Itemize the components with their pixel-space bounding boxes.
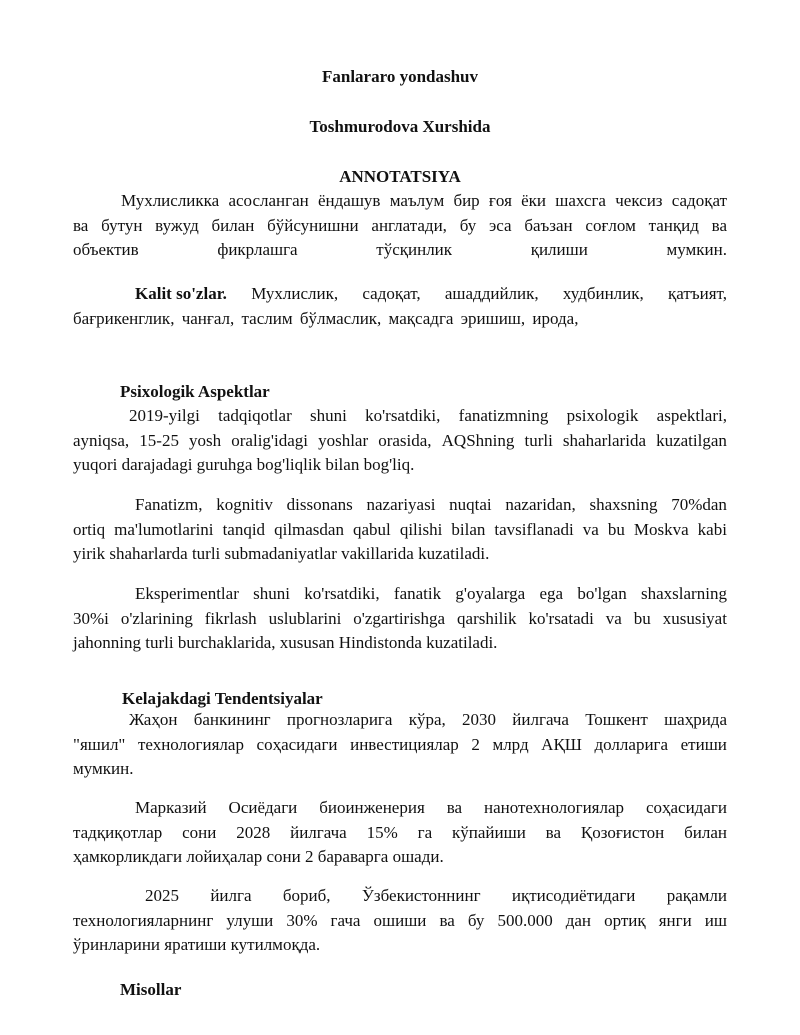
word: 30% [286, 910, 318, 930]
word: oralig'idagi [231, 430, 308, 450]
word: гача [330, 910, 361, 930]
word: xususiyat [662, 608, 727, 628]
word: yosh [189, 430, 222, 450]
word: nuqtai [449, 495, 492, 514]
word: биоинженерия [319, 798, 425, 817]
section-heading: Psixologik Aspektlar [120, 382, 270, 401]
word: йилгача [512, 710, 569, 729]
word: Fanatizm, [135, 495, 203, 514]
section-heading: Kelajakdagi Tendentsiyalar [122, 689, 323, 708]
word: улуши [226, 910, 274, 930]
word: shaxsning [589, 495, 658, 514]
word: dissonans [286, 495, 353, 514]
word: билан [211, 215, 255, 235]
word: тўсқинлик [376, 240, 453, 259]
word: ва [446, 798, 463, 817]
keywords-line [73, 282, 727, 307]
word: Жаҳон [129, 710, 178, 729]
section-heading: Misollar [120, 980, 182, 999]
word: прогнозларига [286, 710, 393, 729]
word: "яшил" [73, 734, 126, 754]
word: ega [539, 584, 564, 603]
word: uslublarini [268, 608, 342, 628]
word: мумкин. [666, 240, 727, 259]
word: рақамли [666, 886, 727, 905]
word: шахсга [555, 191, 606, 210]
annotation-line [73, 214, 727, 239]
word: ёки [521, 191, 547, 210]
word: tavsiflanadi [494, 519, 574, 539]
word: qarshilik [457, 608, 517, 628]
word: шаҳрида [664, 710, 727, 729]
keywords-line: бағрикенглик, чанғал, таслим бўлмаслик, мақсадга эришиш, ирода, [73, 308, 579, 328]
section-paragraph [73, 404, 727, 478]
word: orasida, [378, 430, 432, 450]
word: ашаддийлик, [444, 284, 539, 303]
word: ва [439, 910, 455, 930]
word: o'zlarining [120, 608, 193, 628]
word: Мухлислик, [251, 284, 339, 303]
word: фикрлашга [217, 240, 298, 259]
word: aspektlari, [656, 406, 727, 425]
word: ko'rsatdiki, [365, 406, 441, 425]
annotation-line [73, 238, 727, 263]
word: qilishi [399, 519, 443, 539]
word: 500.000 [497, 910, 553, 930]
document-title: Fanlararo yondashuv [321, 67, 479, 86]
word: ортиқ [604, 910, 646, 930]
word: билан [684, 822, 727, 842]
word: садоқат [671, 191, 727, 210]
paragraph-line: ўринларини яратиши кутилмоқда. [73, 935, 321, 954]
word: садоқат, [362, 284, 421, 303]
word: танқид [648, 215, 699, 235]
word: kabi [697, 519, 727, 539]
paragraph-line [73, 884, 727, 909]
word: bo'lgan [577, 584, 627, 603]
word: дан [565, 910, 592, 930]
word: 15-25 [139, 430, 179, 450]
paragraph-line [73, 909, 727, 934]
word: Тошкент [585, 710, 648, 729]
word: вужуд [155, 215, 199, 235]
word: shuni [310, 406, 347, 425]
word: nazariyasi [366, 495, 436, 514]
paragraph-line: yirik shaharlarda turli submadaniyatlar vakillarida kuzatiladi. [73, 544, 490, 563]
word: қатъият, [668, 284, 727, 303]
word: Eksperimentlar [135, 584, 239, 603]
word: 2030 [462, 710, 497, 729]
annotation-heading: ANNOTATSIYA [339, 167, 461, 186]
word: инвестициялар [350, 734, 459, 754]
word: bu [633, 608, 651, 628]
word: kognitiv [216, 495, 273, 514]
word: ma'lumotlarini [114, 519, 214, 539]
word: fanatik [393, 584, 442, 603]
word: йилгача [290, 822, 347, 842]
author-name: Toshmurodova Xurshida [309, 117, 491, 136]
paragraph-line [73, 493, 727, 518]
word: 70%dan [671, 495, 727, 514]
word: худбинлик, [562, 284, 644, 303]
paragraph-line [73, 821, 727, 846]
word: соғлом [585, 215, 636, 235]
keywords-paragraph [73, 282, 727, 331]
word: бир [453, 191, 480, 210]
word: асосланган [228, 191, 309, 210]
annotation-line [73, 189, 727, 214]
section-paragraph [73, 708, 727, 782]
word: tanqid [222, 519, 266, 539]
word: соҳасидаги [256, 734, 338, 754]
word: Ўзбекистоннинг [361, 886, 481, 905]
word: бу [467, 910, 485, 930]
word: ошиши [373, 910, 427, 930]
word: bu [607, 519, 625, 539]
section-paragraph [73, 796, 727, 870]
word: маълум [389, 191, 445, 210]
word: Қозоғистон [580, 822, 665, 842]
word: иқтисодиётидаги [511, 886, 636, 905]
word: AQShning [441, 430, 515, 450]
word: бориб, [282, 886, 331, 905]
word: англатади, [371, 215, 447, 235]
word: ва [73, 215, 89, 235]
word: нанотехнологиялар [483, 798, 625, 817]
word: Осиёдаги [228, 798, 298, 817]
word: йилга [210, 886, 252, 905]
word: кўпайиши [452, 822, 526, 842]
word: fanatizmning [458, 406, 549, 425]
word: банкининг [193, 710, 271, 729]
word: бўйсунишни [267, 215, 359, 235]
word: технологиялар [137, 734, 244, 754]
word: эса [488, 215, 512, 235]
section-paragraph [73, 493, 727, 567]
word: kuzatilgan [656, 430, 727, 450]
word: 15% [366, 822, 398, 842]
paragraph-line [73, 582, 727, 607]
word: бутун [101, 215, 143, 235]
word: кўра, [408, 710, 446, 729]
word: Moskva [633, 519, 689, 539]
paragraph-line: jahonning turli burchaklarida, xususan Hindistonda kuzatiladi. [73, 633, 498, 652]
word: объектив [73, 240, 139, 259]
word: Мухлисликка [121, 191, 220, 210]
word: долларига [594, 734, 669, 754]
word: va [605, 608, 622, 628]
word: 2 [471, 734, 480, 754]
word: va [582, 519, 599, 539]
word: соҳасидаги [645, 798, 727, 817]
word: psixologik [566, 406, 639, 425]
word: етиши [680, 734, 727, 754]
paragraph-line [73, 429, 727, 454]
word: shaharlarida [562, 430, 646, 450]
word: сони [182, 822, 217, 842]
word: ko'rsatadi [528, 608, 594, 628]
word: ва [545, 822, 562, 842]
paragraph-line: ҳамкорликдаги лойиҳалар сони 2 бараварга ошади. [73, 847, 444, 866]
word: 2019-yilgi [129, 406, 200, 425]
paragraph-line [73, 404, 727, 429]
word: ko'rsatdiki, [304, 584, 380, 603]
word: tadqiqotlar [218, 406, 292, 425]
word: га [417, 822, 433, 842]
word: млрд [492, 734, 529, 754]
annotation-paragraph [73, 189, 727, 263]
word: ortiq [73, 519, 106, 539]
section-paragraph [73, 582, 727, 656]
word: yoshlar [318, 430, 369, 450]
word: баъзан [524, 215, 573, 235]
word: чексиз [615, 191, 663, 210]
word: АҚШ [541, 734, 582, 754]
paragraph-line [73, 733, 727, 758]
word: 30%i [73, 608, 109, 628]
word: turli [524, 430, 553, 450]
word: 2025 [145, 886, 179, 905]
word: технологияларнинг [73, 910, 214, 930]
word: nazaridan, [505, 495, 576, 514]
word: o'zgartirishga [353, 608, 446, 628]
word: shaxslarning [641, 584, 727, 603]
word: qilmasdan [274, 519, 344, 539]
word: иш [704, 910, 727, 930]
word: бу [459, 215, 477, 235]
paragraph-line [73, 708, 727, 733]
word: ёндашув [318, 191, 381, 210]
word: ғоя [488, 191, 512, 210]
word: fikrlash [204, 608, 257, 628]
paragraph-line: мумкин. [73, 759, 134, 778]
paragraph-line [73, 518, 727, 543]
word: янги [658, 910, 692, 930]
word: ayniqsa, [73, 430, 130, 450]
word: shuni [253, 584, 290, 603]
word: 2028 [236, 822, 271, 842]
paragraph-line [73, 607, 727, 632]
keywords-label: Kalit so'zlar. [135, 284, 227, 303]
section-paragraph [73, 884, 727, 958]
word: тадқиқотлар [73, 822, 163, 842]
paragraph-line [73, 796, 727, 821]
word: g'oyalarga [455, 584, 526, 603]
paragraph-line: yuqori darajadagi guruhga bog'liqlik bilan bog'liq. [73, 455, 415, 474]
word: bilan [451, 519, 486, 539]
word: ва [711, 215, 727, 235]
word: qabul [353, 519, 391, 539]
word: Марказий [135, 798, 207, 817]
word: қилиши [530, 240, 588, 259]
